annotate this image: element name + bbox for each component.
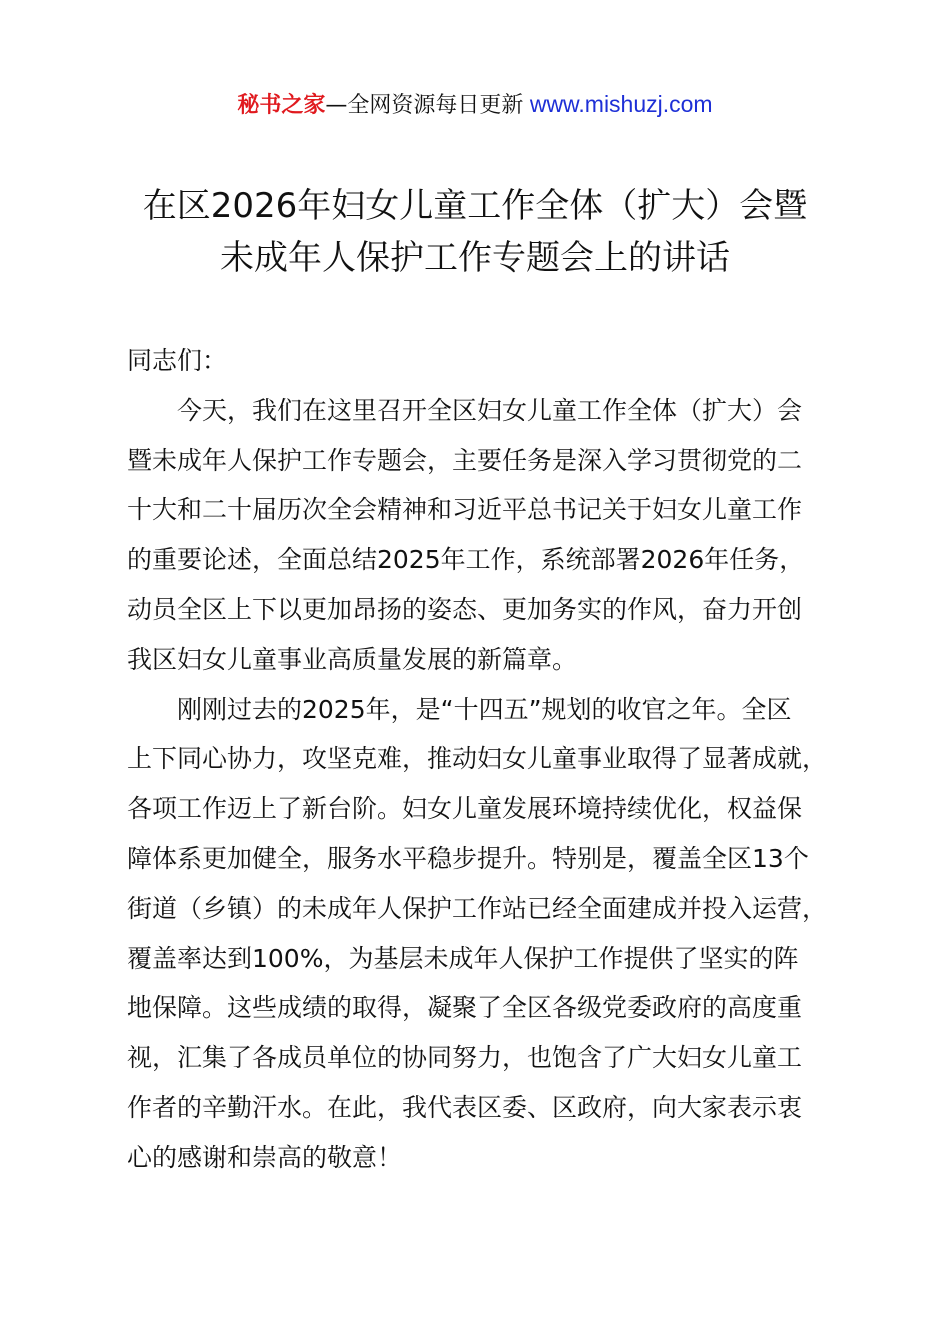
paragraph-line: 障体系更加健全，服务水平稳步提升。特别是，覆盖全区13个 (127, 843, 809, 873)
paragraph-line: 今天，我们在这里召开全区妇女儿童工作全体（扩大）会 (177, 395, 803, 425)
paragraph-line: 十大和二十届历次全会精神和习近平总书记关于妇女儿童工作 (127, 495, 803, 525)
brand-name: 秘书之家 (237, 93, 326, 118)
title-line-2: 未成年人保护工作专题会上的讲话 (220, 238, 730, 278)
paragraph-line: 上下同心协力，攻坚克难，推动妇女儿童事业取得了显著成就， (127, 744, 828, 774)
paragraph-line: 作者的辛勤汗水。在此，我代表区委、区政府，向大家表示衷 (127, 1092, 803, 1122)
paragraph-2 (127, 685, 837, 1183)
document-title (0, 180, 950, 284)
paragraph-line: 覆盖率达到100%，为基层未成年人保护工作提供了坚实的阵 (127, 943, 799, 973)
header-tagline: —全网资源每日更新 (325, 93, 524, 118)
paragraph-line: 暨未成年人保护工作专题会，主要任务是深入学习贯彻党的二 (127, 445, 803, 475)
title-line-1: 在区2026年妇女儿童工作全体（扩大）会暨 (142, 186, 808, 226)
paragraph-line: 刚刚过去的2025年，是“十四五”规划的收官之年。全区 (177, 694, 792, 724)
paragraph-line: 地保障。这些成绩的取得，凝聚了全区各级党委政府的高度重 (127, 993, 803, 1023)
paragraph-line: 街道（乡镇）的未成年人保护工作站已经全面建成并投入运营， (127, 893, 828, 923)
paragraph-line: 我区妇女儿童事业高质量发展的新篇章。 (127, 644, 578, 674)
paragraph-line: 视，汇集了各成员单位的协同努力，也饱含了广大妇女儿童工 (127, 1043, 803, 1073)
site-url-link[interactable]: www.mishuzj.com (523, 91, 713, 117)
document-body (127, 336, 837, 1183)
paragraph-line: 的重要论述，全面总结2025年工作，系统部署2026年任务， (127, 545, 805, 575)
paragraph-line: 各项工作迈上了新台阶。妇女儿童发展环境持续优化，权益保 (127, 794, 803, 824)
paragraph-line: 动员全区上下以更加昂扬的姿态、更加务实的作风，奋力开创 (127, 594, 803, 624)
salutation: 同志们： (127, 346, 228, 375)
paragraph-1 (127, 386, 837, 685)
paragraph-line: 心的感谢和崇高的敬意！ (127, 1142, 403, 1172)
watermark-header (0, 88, 950, 122)
